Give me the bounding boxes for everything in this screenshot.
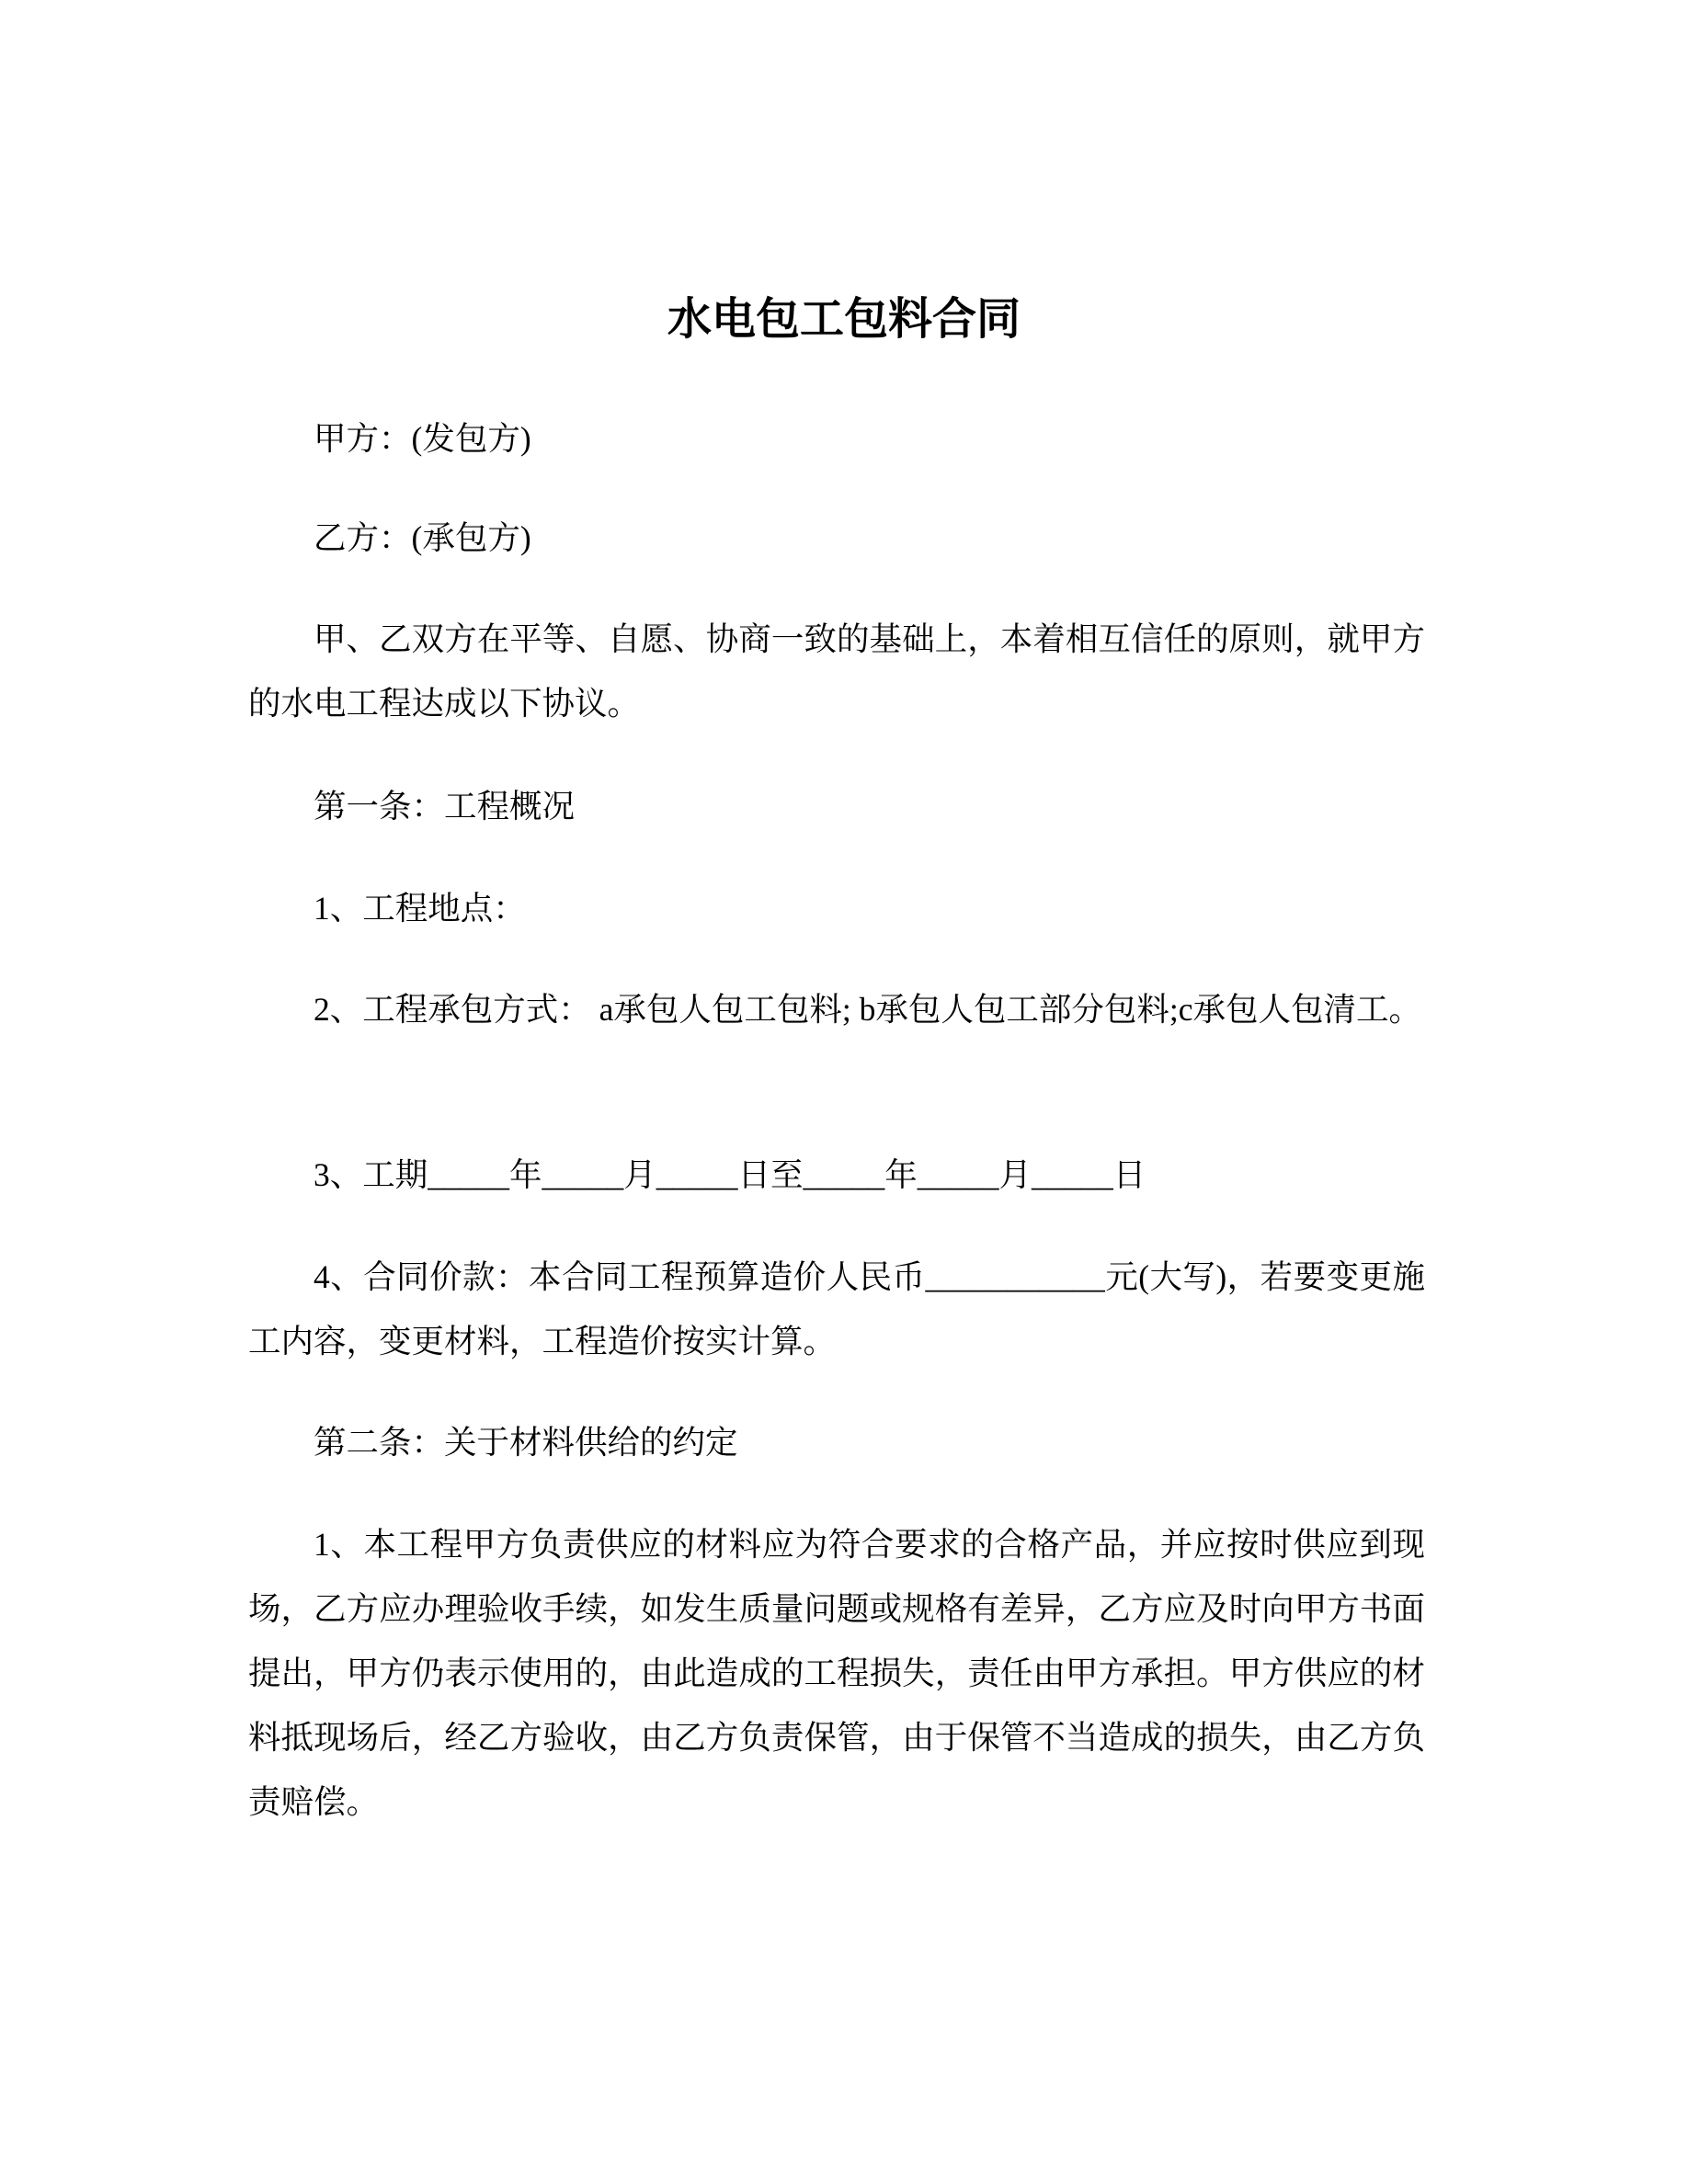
party-a: 甲方：(发包方) bbox=[314, 420, 531, 457]
preamble: 甲、乙双方在平等、自愿、协商一致的基础上，本着相互信任的原则，就甲方的水电工程达成以下协议。 bbox=[248, 620, 1425, 722]
article-1-item-3: 3、工期_____年_____月_____日至_____年_____月_____日 bbox=[314, 1156, 1146, 1193]
party-b: 乙方：(承包方) bbox=[314, 519, 531, 556]
article-1-item-2: 2、工程承包方式： a承包人包工包料; b承包人包工部分包料;c承包人包清工。 bbox=[314, 991, 1421, 1028]
article-2-item-1: 1、本工程甲方负责供应的材料应为符合要求的合格产品，并应按时供应到现场，乙方应办理验收手续，如发生质量问题或规格有差异，乙方应及时向甲方书面提出，甲方仍表示使用的，由此造成的工程损失，责任由甲方承担。甲方供应的材料抵现场后，经乙方验收，由乙方负责保管，由于保管不当造成的损失，由乙方负责赔偿。 bbox=[248, 1526, 1425, 1820]
article-1-item-1: 1、工程地点： bbox=[314, 890, 526, 927]
article-1-heading: 第一条：工程概况 bbox=[314, 788, 576, 825]
article-2-heading: 第二条：关于材料供给的约定 bbox=[314, 1424, 738, 1461]
contract-title: 水电包工包料合同 bbox=[667, 295, 1021, 344]
article-1-item-4: 4、合同价款：本合同工程预算造价人民币___________元(大写)，若要变更施工内容，变更材料，工程造价按实计算。 bbox=[248, 1258, 1425, 1359]
